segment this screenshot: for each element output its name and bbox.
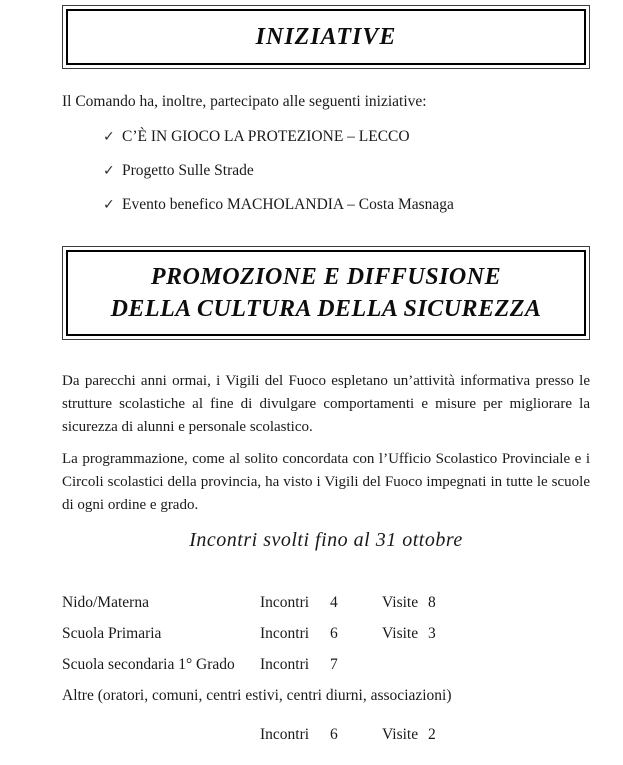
checkmark-icon: ✓ [103, 163, 115, 179]
visite-label: Visite [382, 625, 419, 642]
initiative-label: Evento benefico MACHOLANDIA – Costa Masnaga [122, 196, 454, 213]
incontri-value: 4 [330, 594, 338, 611]
incontri-label: Incontri [260, 625, 310, 642]
stats-table [62, 592, 590, 755]
incontri-value: 6 [330, 726, 338, 743]
table-row [62, 654, 590, 685]
iniziative-title-box-inner [66, 9, 586, 65]
promozione-title-box [62, 246, 590, 340]
row-label: Scuola secondaria 1° Grado [62, 656, 235, 673]
incontri-value: 7 [330, 656, 338, 673]
row-label: Nido/Materna [62, 594, 149, 611]
paragraph-attivita-informativa: Da parecchi anni ormai, i Vigili del Fuoco espletano un’attività informativa presso le strutture scolastiche al fine di divulgare comportamenti e misure per migliorare la sicurezza di alunni e personale scolastico. [62, 373, 590, 435]
visite-value: 8 [428, 594, 436, 611]
checkmark-icon: ✓ [103, 197, 115, 213]
table-row [62, 685, 590, 716]
promozione-title-line1: PROMOZIONE E DIFFUSIONE [150, 264, 502, 290]
list-item [62, 194, 590, 216]
incontri-label: Incontri [260, 594, 310, 611]
row-label: Altre (oratori, comuni, centri estivi, centri diurni, associazioni) [62, 687, 452, 704]
visite-label: Visite [382, 594, 419, 611]
iniziative-title-box [62, 5, 590, 69]
table-row [62, 592, 590, 623]
list-item [62, 160, 590, 182]
iniziative-title: INIZIATIVE [255, 24, 397, 50]
promozione-title-line2: DELLA CULTURA DELLA SICUREZZA [110, 296, 542, 322]
page-content [62, 5, 590, 755]
incontri-label: Incontri [260, 656, 310, 673]
paragraph-programmazione: La programmazione, come al solito concordata con l’Ufficio Scolastico Provinciale e i Circoli scolastici della provincia, ha visto i Vigili del Fuoco impegnati in tutte le scuole di ogni ordine e grado. [62, 451, 590, 513]
list-item [62, 126, 590, 148]
checkmark-icon: ✓ [103, 129, 115, 145]
promozione-title [72, 261, 580, 325]
table-row [62, 724, 590, 755]
initiatives-list [62, 126, 590, 216]
incontri-subheading: Incontri svolti fino al 31 ottobre [189, 529, 463, 551]
incontri-value: 6 [330, 625, 338, 642]
visite-label: Visite [382, 726, 419, 743]
table-row [62, 623, 590, 654]
visite-value: 3 [428, 625, 436, 642]
intro-text: Il Comando ha, inoltre, partecipato alle seguenti iniziative: [62, 93, 427, 110]
initiative-label: Progetto Sulle Strade [122, 162, 254, 179]
promozione-title-box-inner [66, 250, 586, 336]
visite-value: 2 [428, 726, 436, 743]
initiative-label: C’È IN GIOCO LA PROTEZIONE – LECCO [122, 128, 410, 145]
incontri-label: Incontri [260, 726, 310, 743]
row-label: Scuola Primaria [62, 625, 162, 642]
